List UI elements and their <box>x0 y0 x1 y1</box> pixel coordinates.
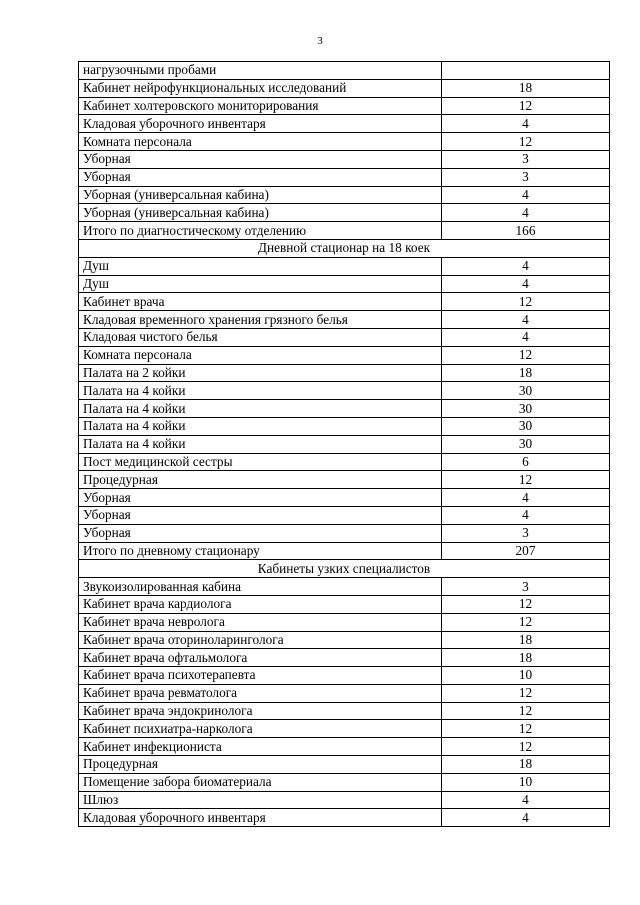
area-value-cell: 10 <box>442 773 610 791</box>
room-name-cell: Шлюз <box>79 791 442 809</box>
room-name-cell: Процедурная <box>79 756 442 774</box>
room-name-cell: Уборная <box>79 506 442 524</box>
room-name-cell: Комната персонала <box>79 133 442 151</box>
table-row <box>79 400 610 418</box>
area-value-cell: 6 <box>442 453 610 471</box>
area-value-cell: 12 <box>442 720 610 738</box>
table-row <box>79 613 610 631</box>
table-row <box>79 471 610 489</box>
table-row <box>79 364 610 382</box>
table-row <box>79 346 610 364</box>
table-row <box>79 702 610 720</box>
room-name-cell: Уборная <box>79 150 442 168</box>
room-name-cell: Палата на 4 койки <box>79 417 442 435</box>
room-name-cell: Кабинет врача психотерапевта <box>79 667 442 685</box>
area-value-cell: 30 <box>442 382 610 400</box>
table-row <box>79 222 610 240</box>
room-name-cell: Уборная <box>79 168 442 186</box>
room-name-cell: нагрузочными пробами <box>79 62 442 80</box>
room-name-cell: Кабинет врача кардиолога <box>79 595 442 613</box>
section-header-row <box>79 239 610 257</box>
table-row <box>79 275 610 293</box>
table-row <box>79 115 610 133</box>
area-value-cell: 30 <box>442 417 610 435</box>
room-name-cell: Кабинет врача оториноларинголога <box>79 631 442 649</box>
area-value-cell: 12 <box>442 595 610 613</box>
table-row <box>79 489 610 507</box>
room-area-table <box>78 61 610 827</box>
area-value-cell: 12 <box>442 293 610 311</box>
area-value-cell: 4 <box>442 791 610 809</box>
area-value-cell: 30 <box>442 435 610 453</box>
table-row <box>79 186 610 204</box>
table-row <box>79 328 610 346</box>
area-value-cell: 12 <box>442 613 610 631</box>
room-name-cell: Палата на 4 койки <box>79 400 442 418</box>
room-name-cell: Палата на 2 койки <box>79 364 442 382</box>
table-row <box>79 293 610 311</box>
room-name-cell: Кабинет врача эндокринолога <box>79 702 442 720</box>
room-name-cell: Кабинет психиатра-нарколога <box>79 720 442 738</box>
area-value-cell: 166 <box>442 222 610 240</box>
table-row <box>79 738 610 756</box>
table-row <box>79 62 610 80</box>
table-row <box>79 435 610 453</box>
room-name-cell: Кабинет холтеровского мониторирования <box>79 97 442 115</box>
room-name-cell: Процедурная <box>79 471 442 489</box>
table-row <box>79 542 610 560</box>
area-value-cell: 18 <box>442 631 610 649</box>
table-row <box>79 79 610 97</box>
area-value-cell: 30 <box>442 400 610 418</box>
area-value-cell: 3 <box>442 524 610 542</box>
table-row <box>79 311 610 329</box>
area-value-cell: 3 <box>442 150 610 168</box>
table-row <box>79 578 610 596</box>
room-name-cell: Комната персонала <box>79 346 442 364</box>
table-row <box>79 168 610 186</box>
table-row <box>79 133 610 151</box>
room-name-cell: Уборная (универсальная кабина) <box>79 186 442 204</box>
table-row <box>79 595 610 613</box>
room-name-cell: Кладовая уборочного инвентаря <box>79 809 442 827</box>
table-row <box>79 382 610 400</box>
area-value-cell: 4 <box>442 489 610 507</box>
room-name-cell: Уборная <box>79 489 442 507</box>
room-name-cell: Палата на 4 койки <box>79 435 442 453</box>
area-value-cell: 3 <box>442 578 610 596</box>
area-value-cell: 18 <box>442 79 610 97</box>
area-value-cell: 18 <box>442 649 610 667</box>
area-value-cell: 18 <box>442 756 610 774</box>
area-value-cell: 10 <box>442 667 610 685</box>
room-name-cell: Пост медицинской сестры <box>79 453 442 471</box>
room-name-cell: Душ <box>79 257 442 275</box>
room-name-cell: Кабинет нейрофункциональных исследований <box>79 79 442 97</box>
area-value-cell <box>442 62 610 80</box>
room-name-cell: Кабинет врача ревматолога <box>79 684 442 702</box>
table-row <box>79 809 610 827</box>
area-value-cell: 4 <box>442 328 610 346</box>
table-row <box>79 524 610 542</box>
area-value-cell: 3 <box>442 168 610 186</box>
table-row <box>79 756 610 774</box>
table-row <box>79 684 610 702</box>
room-name-cell: Уборная (универсальная кабина) <box>79 204 442 222</box>
room-name-cell: Кладовая временного хранения грязного белья <box>79 311 442 329</box>
table-row <box>79 720 610 738</box>
room-name-cell: Кабинет врача <box>79 293 442 311</box>
area-value-cell: 4 <box>442 506 610 524</box>
table-row <box>79 773 610 791</box>
room-name-cell: Итого по дневному стационару <box>79 542 442 560</box>
table-row <box>79 649 610 667</box>
area-value-cell: 207 <box>442 542 610 560</box>
page-number: 3 <box>317 35 323 47</box>
area-value-cell: 12 <box>442 471 610 489</box>
room-name-cell: Душ <box>79 275 442 293</box>
section-header-row <box>79 560 610 578</box>
area-value-cell: 12 <box>442 133 610 151</box>
room-name-cell: Помещение забора биоматериала <box>79 773 442 791</box>
room-name-cell: Кабинет врача невролога <box>79 613 442 631</box>
table-row <box>79 204 610 222</box>
table-row <box>79 257 610 275</box>
area-value-cell: 4 <box>442 809 610 827</box>
section-title: Кабинеты узких специалистов <box>79 560 610 578</box>
table-row <box>79 417 610 435</box>
room-name-cell: Кабинет врача офтальмолога <box>79 649 442 667</box>
section-title: Дневной стационар на 18 коек <box>79 239 610 257</box>
table-row <box>79 791 610 809</box>
room-name-cell: Итого по диагностическому отделению <box>79 222 442 240</box>
room-name-cell: Звукоизолированная кабина <box>79 578 442 596</box>
area-value-cell: 18 <box>442 364 610 382</box>
table-body <box>79 62 610 827</box>
area-value-cell: 4 <box>442 186 610 204</box>
area-value-cell: 12 <box>442 97 610 115</box>
room-name-cell: Кабинет инфекциониста <box>79 738 442 756</box>
table-row <box>79 150 610 168</box>
area-value-cell: 4 <box>442 275 610 293</box>
table-row <box>79 97 610 115</box>
area-value-cell: 12 <box>442 684 610 702</box>
room-name-cell: Уборная <box>79 524 442 542</box>
area-value-cell: 4 <box>442 311 610 329</box>
area-value-cell: 12 <box>442 346 610 364</box>
area-value-cell: 4 <box>442 115 610 133</box>
room-name-cell: Палата на 4 койки <box>79 382 442 400</box>
area-value-cell: 12 <box>442 738 610 756</box>
table-row <box>79 631 610 649</box>
table-row <box>79 506 610 524</box>
table-row <box>79 453 610 471</box>
room-name-cell: Кладовая чистого белья <box>79 328 442 346</box>
area-value-cell: 12 <box>442 702 610 720</box>
area-value-cell: 4 <box>442 257 610 275</box>
table-row <box>79 667 610 685</box>
area-value-cell: 4 <box>442 204 610 222</box>
room-name-cell: Кладовая уборочного инвентаря <box>79 115 442 133</box>
